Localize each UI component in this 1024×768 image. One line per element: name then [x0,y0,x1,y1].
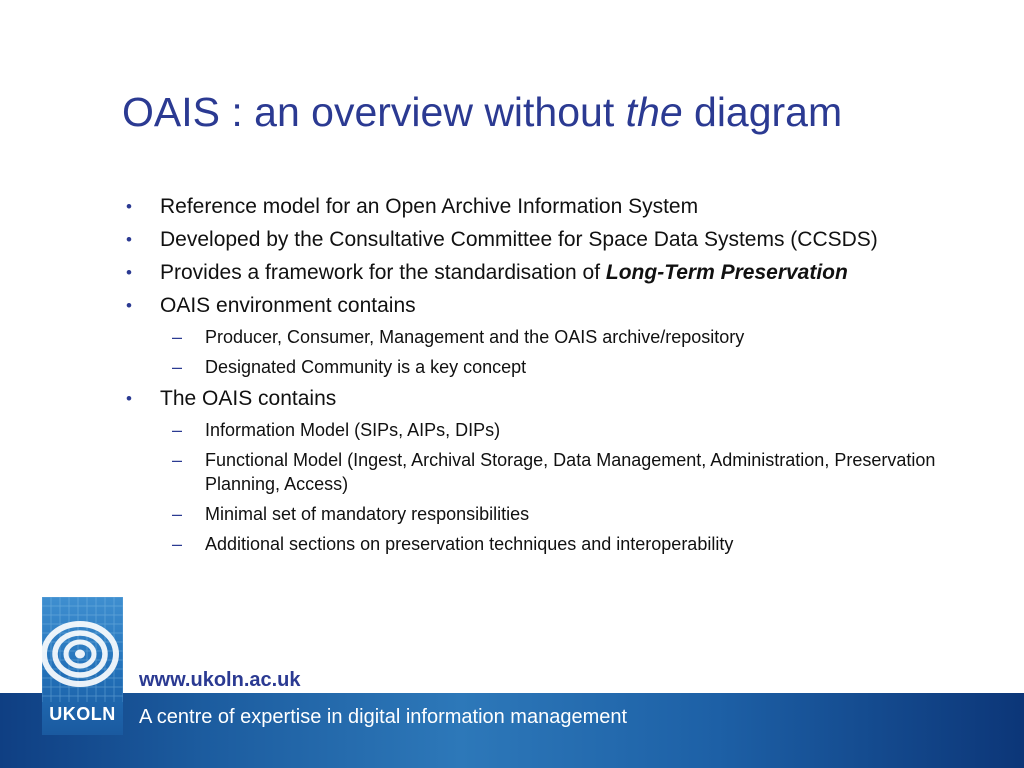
bullet-item [120,193,950,220]
sub-bullet-item [120,418,950,442]
bullet-text: Reference model for an Open Archive Information System [160,195,699,218]
concentric-eye-logo-icon [42,597,123,702]
sub-bullet-item [120,502,950,526]
dash-marker: – [172,420,183,440]
bullet-text: Provides a framework for the standardisation of [160,261,606,284]
bullet-list [120,193,950,562]
sub-bullet-item [120,325,950,349]
dash-marker: – [172,504,183,524]
logo-text: UKOLN [49,704,116,724]
title-suffix: diagram [682,89,843,135]
bullet-marker: • [126,263,132,282]
bullet-item [120,259,950,286]
dash-marker: – [172,534,183,554]
bullet-item [120,226,950,253]
sub-bullet-text: Designated Community is a key concept [205,357,527,377]
bullet-marker: • [126,197,132,216]
bullet-item [120,292,950,319]
sub-bullet-text: Functional Model (Ingest, Archival Storage, Data Management, Administration, Preservation Planning, Access) [205,450,936,494]
bullet-item [120,385,950,412]
sub-bullet-item [120,355,950,379]
dash-marker: – [172,357,183,377]
bullet-text: OAIS environment contains [160,294,416,317]
title-emphasis: the [625,89,683,135]
bullet-text: The OAIS contains [160,387,337,410]
bullet-marker: • [126,230,132,249]
slide-title [122,88,842,137]
bullet-marker: • [126,296,132,315]
footer-bar [0,693,1024,768]
footer-tagline: A centre of expertise in digital information management [139,706,628,728]
dash-marker: – [172,327,183,347]
sub-bullet-text: Information Model (SIPs, AIPs, DIPs) [205,420,501,440]
dash-marker: – [172,450,183,470]
website-link[interactable]: www.ukoln.ac.uk [139,669,301,691]
bullet-emphasis: Long-Term Preservation [605,261,848,284]
sub-bullet-text: Additional sections on preservation techniques and interoperability [205,534,734,554]
title-prefix: OAIS : an overview without [122,89,626,135]
sub-bullet-text: Producer, Consumer, Management and the OAIS archive/repository [205,327,745,347]
bullet-text: Developed by the Consultative Committee for Space Data Systems (CCSDS) [160,228,878,251]
ukoln-logo [42,597,123,735]
bullet-marker: • [126,389,132,408]
sub-bullet-item [120,448,950,496]
sub-bullet-text: Minimal set of mandatory responsibilities [205,504,530,524]
sub-bullet-item [120,532,950,556]
